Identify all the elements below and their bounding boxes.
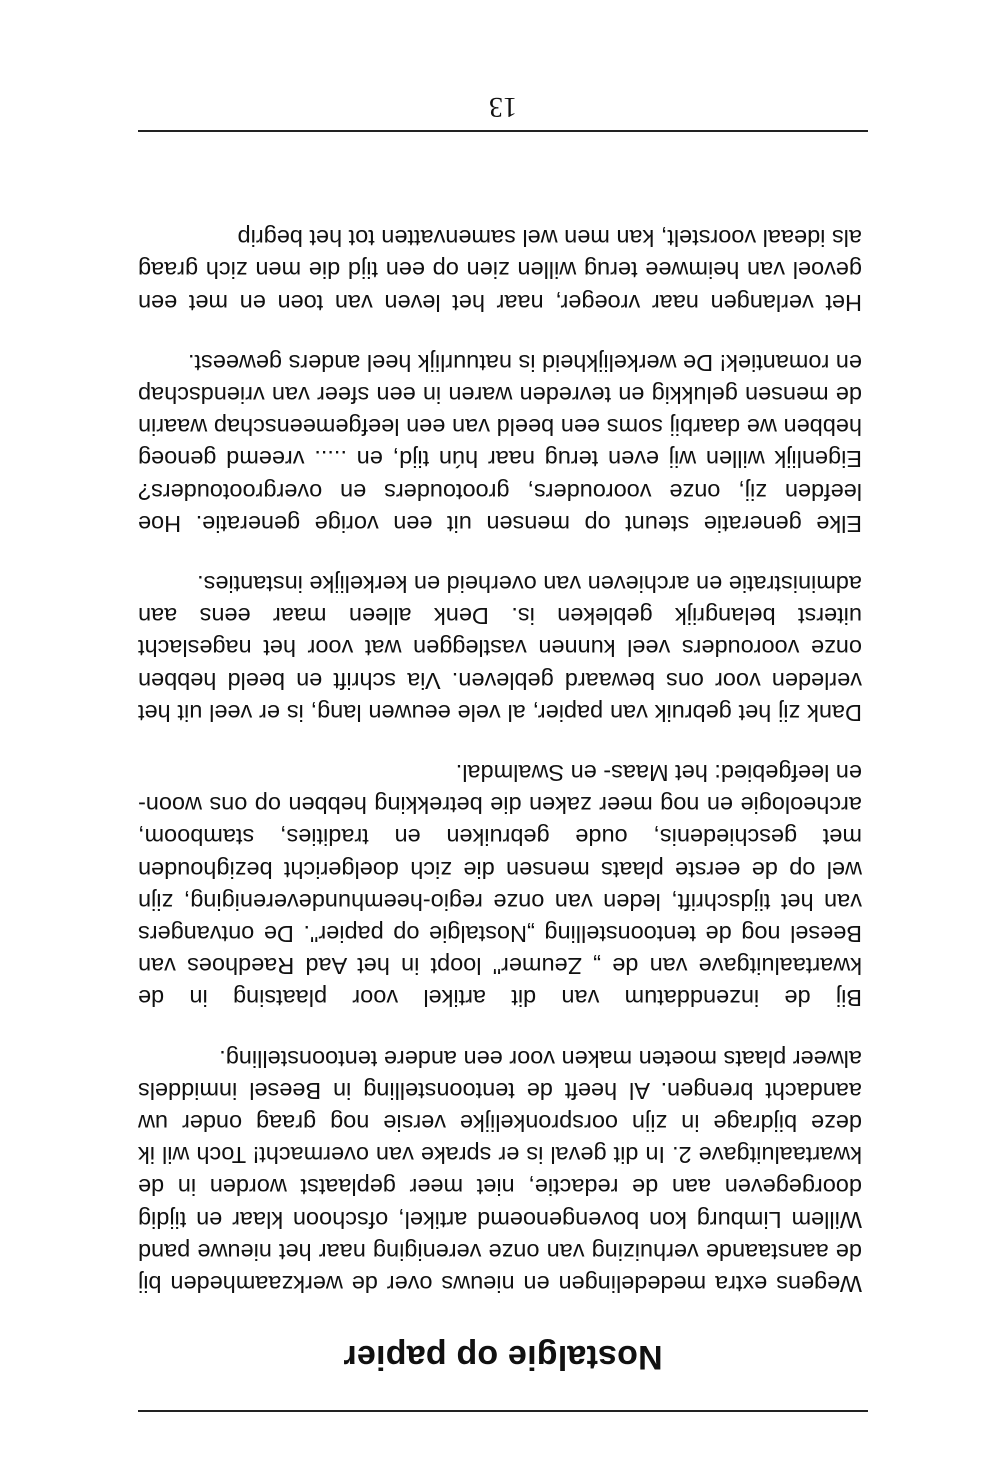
page-number: 13 [489, 91, 517, 122]
top-rule [138, 1410, 868, 1412]
article-body [138, 194, 862, 1300]
paragraph-4: Elke generatie steunt op mensen uit een vorige generatie. Hoe leefden zij, onze voorouders, grootouders en overgrootouders? Eigenlijk willen wij even terug naar hún tijd, en ..... vreemd genoeg hebben we daarbij soms een beeld van een leefgemeenschap waarin de mensen gelukkig en tevreden waren in een sfeer van vriendschap en romantiek! De werkelijkheid is natuurlijk heel anders geweest. [138, 349, 862, 537]
paragraph-1: Wegens extra mededelingen en nieuws over de werkzaamheden bij de aanstaande verhuizing van onze vereniging naar het nieuwe pand Willem Limburg kon bovengenoemd artikel, ofschoon klaar en tijdig doorgegeven aan de redactie, niet meer geplaatst worden in de kwartaaluitgave 2. In dit geval is er sprake van overmacht! Toch wil ik deze bijdrage in zijn oorspronkelijke versie nog graag onder uw aandacht brengen. Al heeft de tentoonstelling in Beesel inmiddels alweer plaats moeten maken voor een andere tentoonstelling. [138, 1045, 862, 1297]
bottom-rule [138, 130, 868, 132]
article-title: Nostalgie op papier [343, 1338, 663, 1376]
paragraph-3: Dank zij het gebruik van papier, al vele eeuwen lang, is er veel uit het verleden voor ons bewaard gebleven. Via schrift en beeld hebben onze voorouders veel kunnen vastleggen wat voor het nageslacht uiterst belangrijk gebleken is. Denk alleen maar eens aan administratie en archieven van overheid en kerkelijke instanties. [138, 570, 862, 726]
paragraph-5: Het verlangen naar vroeger, naar het leven van toen en met een gevoel van heimwee terug willen zien op een tijd die men zich graag als ideaal voorstelt, kan men wel samenvatten tot het begrip [138, 225, 862, 316]
paragraph-2: Bij de inzenddatum van dit artikel voor plaatsing in de kwartaaluitgave van de „ Zeumer" loopt in het Aad Raedhoes van Beesel nog de tentoonstelling „Nostalgie op papier". De ontvangers van het tijdschrift, leden van onze regio-heemhundevereniging, zijn wel op de eerste plaats mensen die zich doelgericht bezighouden met geschiedenis, oude gebruiken en tradities, stamboom, archeologie en nog meer zaken die betrekking hebben op ons woon- en leefgebied: het Maas- en Swalmdal. [138, 759, 862, 1012]
